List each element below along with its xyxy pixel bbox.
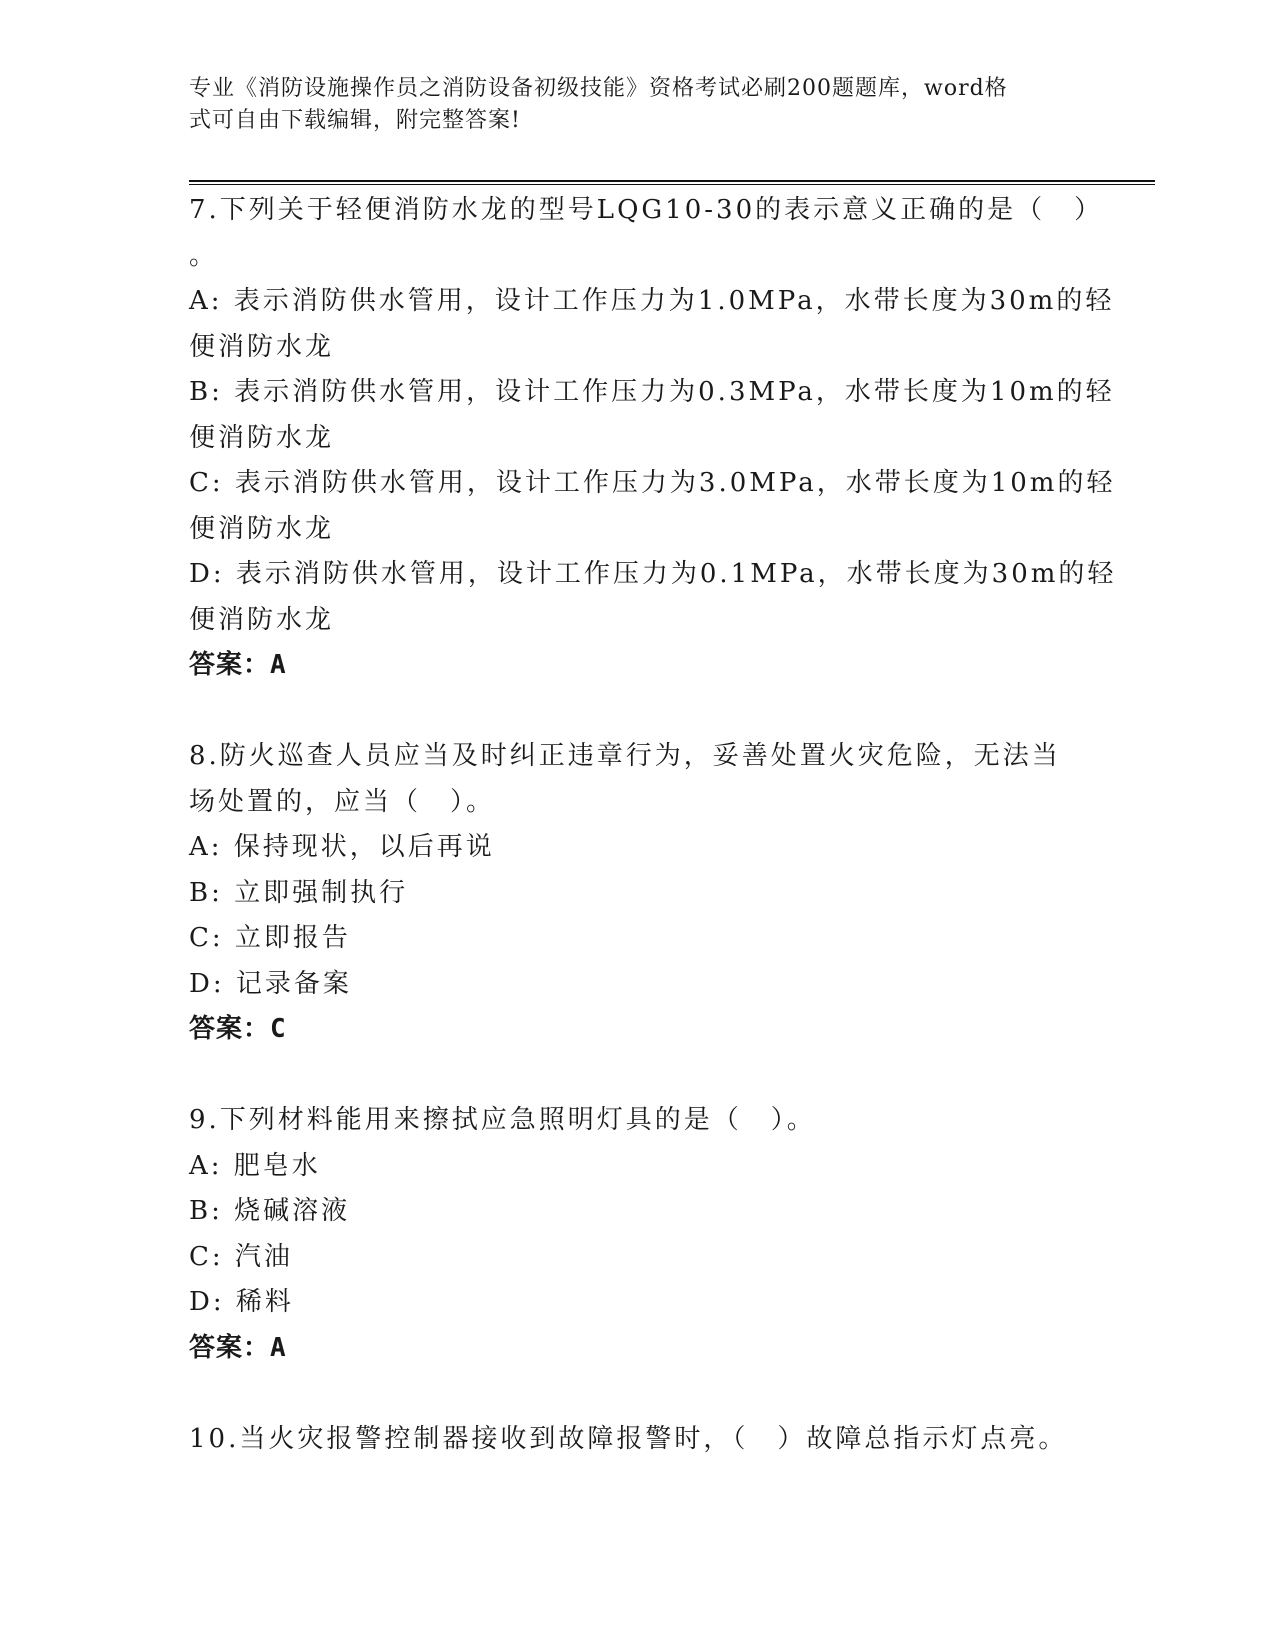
question-stem: 7.下列关于轻便消防水龙的型号LQG10-30的表示意义正确的是（ ） bbox=[189, 195, 1104, 225]
answer-label: 答案：C bbox=[189, 1014, 287, 1044]
question-stem: 9.下列材料能用来擦拭应急照明灯具的是（ ）。 bbox=[189, 1105, 816, 1135]
option-d-continued: 便消防水龙 bbox=[189, 604, 335, 635]
answer-label: 答案：A bbox=[189, 650, 287, 680]
option-a: A: 保持现状，以后再说 bbox=[189, 832, 495, 862]
document-header bbox=[189, 73, 1089, 137]
answer-label: 答案：A bbox=[189, 1332, 287, 1363]
option-b-continued: 便消防水龙 bbox=[189, 422, 335, 453]
question-spacer bbox=[189, 1371, 1089, 1417]
option-d: D: 稀料 bbox=[189, 1287, 294, 1317]
option-c: C: 汽油 bbox=[189, 1241, 293, 1272]
option-c: C: 立即报告 bbox=[189, 923, 351, 953]
question-8 bbox=[189, 734, 1089, 1053]
question-7 bbox=[189, 188, 1117, 689]
question-spacer bbox=[189, 1053, 1089, 1099]
question-stem-continued: 。 bbox=[189, 240, 219, 271]
option-a: A: 表示消防供水管用，设计工作压力为1.0MPa，水带长度为30m的轻 bbox=[189, 286, 1115, 316]
option-a: A: 肥皂水 bbox=[189, 1150, 321, 1181]
header-divider-thick bbox=[189, 180, 1155, 182]
question-spacer bbox=[189, 689, 1089, 735]
option-d: D: 记录备案 bbox=[189, 968, 352, 999]
option-a-continued: 便消防水龙 bbox=[189, 331, 335, 362]
header-divider-thin bbox=[189, 184, 1155, 185]
option-b: B: 烧碱溶液 bbox=[189, 1196, 351, 1226]
question-10 bbox=[189, 1417, 1089, 1463]
question-stem: 8.防火巡查人员应当及时纠正违章行为，妥善处置火灾危险，无法当 bbox=[189, 741, 1061, 771]
option-c-continued: 便消防水龙 bbox=[189, 513, 335, 544]
question-list bbox=[189, 188, 1117, 1462]
question-9 bbox=[189, 1098, 1089, 1371]
option-d: D: 表示消防供水管用，设计工作压力为0.1MPa，水带长度为30m的轻 bbox=[189, 559, 1117, 589]
option-c: C: 表示消防供水管用，设计工作压力为3.0MPa，水带长度为10m的轻 bbox=[189, 468, 1116, 498]
header-line-1: 专业《消防设施操作员之消防设备初级技能》资格考试必刷200题题库，word格 bbox=[189, 76, 1008, 101]
option-b: B: 立即强制执行 bbox=[189, 877, 409, 908]
question-stem: 10.当火灾报警控制器接收到故障报警时，（ ）故障总指示灯点亮。 bbox=[189, 1423, 1068, 1454]
header-line-2: 式可自由下载编辑，附完整答案! bbox=[189, 108, 521, 133]
question-stem-continued: 场处置的，应当（ ）。 bbox=[189, 786, 496, 817]
option-b: B: 表示消防供水管用，设计工作压力为0.3MPa，水带长度为10m的轻 bbox=[189, 377, 1115, 407]
